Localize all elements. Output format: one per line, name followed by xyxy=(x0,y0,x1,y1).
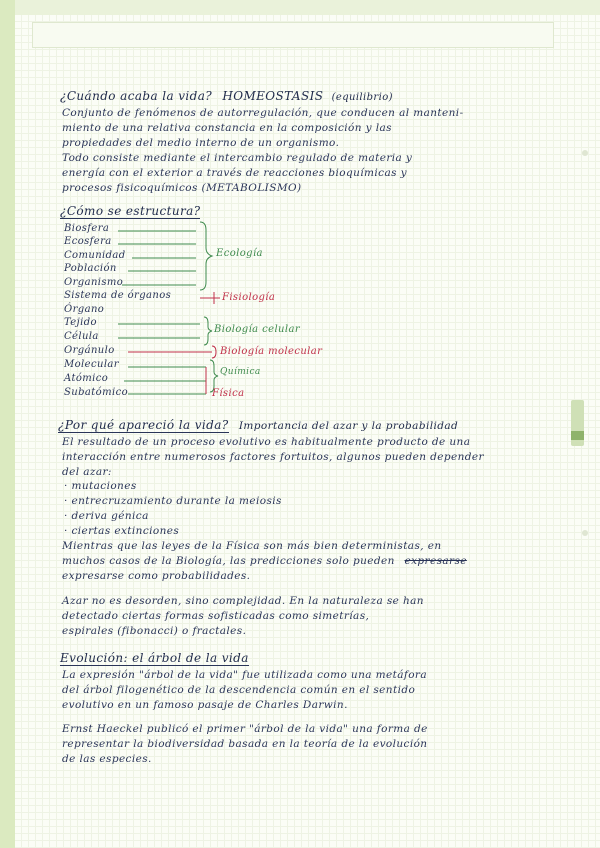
section3-line: detectado ciertas formas sofisticadas como simetrías, xyxy=(62,610,370,622)
level-label: Ecosfera xyxy=(64,236,112,247)
group-ecologia: Ecología xyxy=(216,248,263,259)
section3-line-text: muchos casos de la Biología, las predicciones solo pueden xyxy=(62,555,395,567)
section3-line: interacción entre numerosos factores fortuitos, algunos pueden depender xyxy=(62,451,484,463)
section4-title: Evolución: el árbol de la vida xyxy=(60,651,249,665)
section1-line: procesos fisicoquímicos (METABOLISMO) xyxy=(62,182,302,194)
bullet-item: · ciertas extinciones xyxy=(64,525,180,537)
bullet-item: · mutaciones xyxy=(64,480,137,492)
level-label: Población xyxy=(64,263,117,274)
section3-line: Azar no es desorden, sino complejidad. En la naturaleza se han xyxy=(62,595,424,607)
biologia-celular-brace xyxy=(204,317,212,345)
section4-line: Ernst Haeckel publicó el primer "árbol de la vida" una forma de xyxy=(62,723,428,735)
level-label: Tejido xyxy=(64,317,97,328)
section3-title xyxy=(58,418,458,432)
level-label: Órgano xyxy=(64,304,105,315)
level-label: Orgánulo xyxy=(64,345,115,356)
section3-line: expresarse como probabilidades. xyxy=(62,570,251,582)
section1-heading: HOMEOSTASIS xyxy=(222,89,324,103)
level-label: Célula xyxy=(64,331,99,342)
struck-word: expresarse xyxy=(404,555,467,567)
section3-heading: Importancia del azar y la probabilidad xyxy=(238,420,459,432)
section2-title: ¿Cómo se estructura? xyxy=(60,204,201,218)
section1-line: Conjunto de fenómenos de autorregulación, que conducen al manteni- xyxy=(62,107,464,119)
section1-line: miento de una relativa constancia en la composición y las xyxy=(62,122,392,134)
level-label: Subatómico xyxy=(64,387,128,398)
section4-line: evolutivo en un famoso pasaje de Charles Darwin. xyxy=(62,699,348,711)
level-label: Atómico xyxy=(64,373,109,384)
bullet-text: mutaciones xyxy=(71,480,137,492)
section3-line: del azar: xyxy=(62,466,112,478)
group-fisiologia: Fisiología xyxy=(222,292,276,303)
group-quimica: Química xyxy=(220,367,261,377)
bullet-text: ciertas extinciones xyxy=(71,525,180,537)
section3-line: Mientras que las leyes de la Física son más bien deterministas, en xyxy=(62,540,442,552)
section1-note: (equilibrio) xyxy=(331,92,393,103)
bullet-item: · deriva génica xyxy=(64,510,149,522)
level-label: Comunidad xyxy=(64,250,126,261)
ecologia-brace xyxy=(200,222,212,290)
molecular-brace xyxy=(212,346,216,358)
level-label: Organismo xyxy=(64,277,124,288)
level-label: Molecular xyxy=(64,359,119,370)
bullet-text: deriva génica xyxy=(71,510,149,522)
group-biologia-molecular: Biología molecular xyxy=(220,346,323,357)
group-fisica: Física xyxy=(212,388,245,399)
section1-line: energía con el exterior a través de reacciones bioquímicas y xyxy=(62,167,407,179)
bullet-item: · entrecruzamiento durante la meiosis xyxy=(64,495,282,507)
level-label: Biosfera xyxy=(64,223,110,234)
section1-question: ¿Cuándo acaba la vida? xyxy=(60,89,213,103)
section4-line: del árbol filogenético de la descendencia común en el sentido xyxy=(62,684,416,696)
section1-line: Todo consiste mediante el intercambio regulado de materia y xyxy=(62,152,413,164)
section3-line: espirales (fibonacci) o fractales. xyxy=(62,625,247,637)
bullet-text: entrecruzamiento durante la meiosis xyxy=(71,495,282,507)
section1-line: propiedades del medio interno de un organismo. xyxy=(62,137,340,149)
section3-line xyxy=(62,555,467,567)
group-biologia-celular: Biología celular xyxy=(214,324,301,335)
section4-line: La expresión "árbol de la vida" fue utilizada como una metáfora xyxy=(62,669,427,681)
section4-line: de las especies. xyxy=(62,753,152,765)
section3-question: ¿Por qué apareció la vida? xyxy=(58,418,229,432)
level-label: Sistema de órganos xyxy=(64,290,172,301)
section3-line: El resultado de un proceso evolutivo es habitualmente producto de una xyxy=(62,436,471,448)
section4-line: representar la biodiversidad basada en la teoría de la evolución xyxy=(62,738,428,750)
